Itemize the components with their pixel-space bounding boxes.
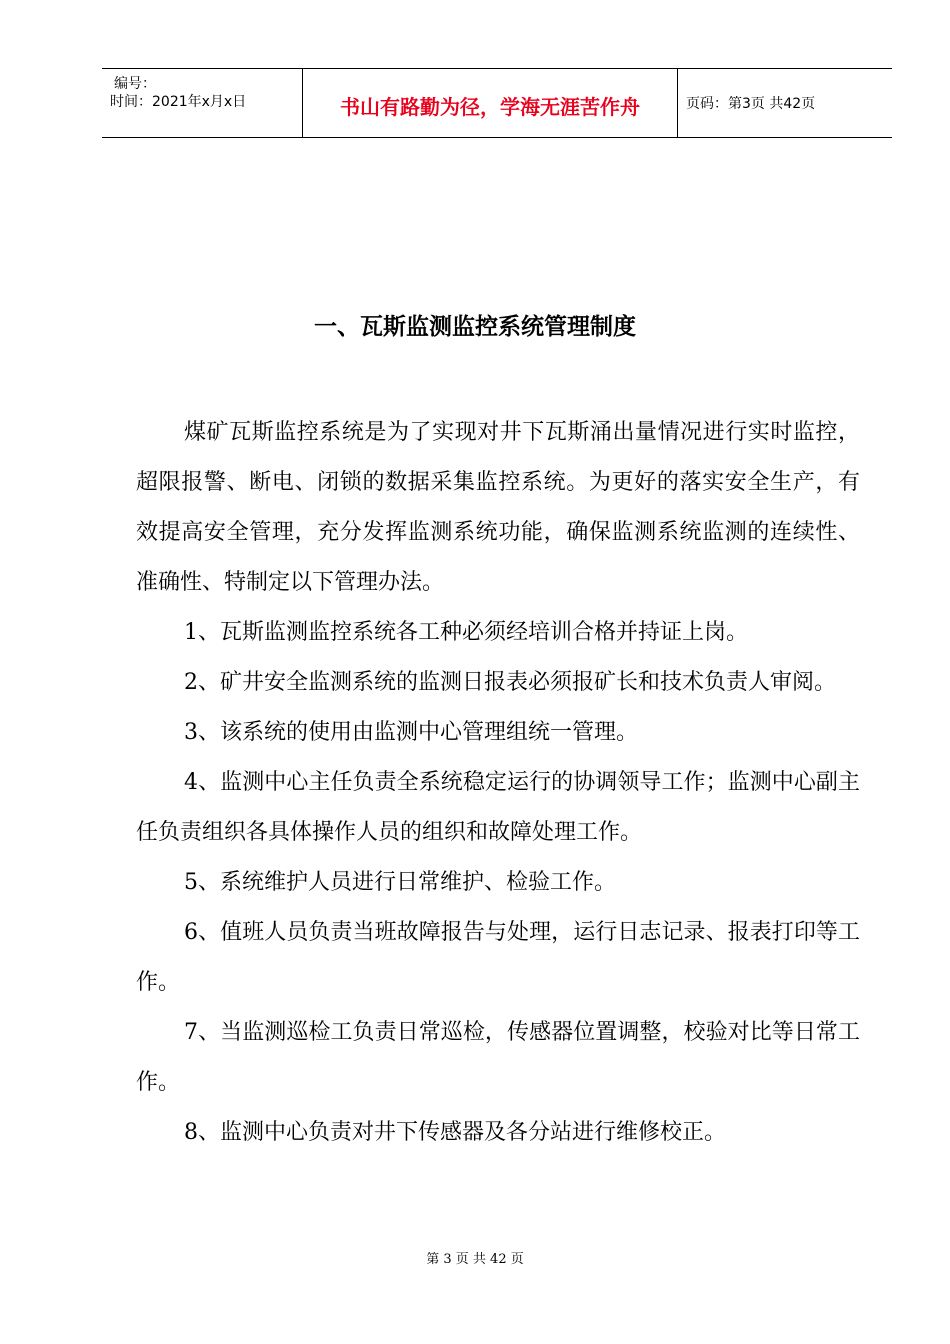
paragraph-item-6: 6、值班人员负责当班故障报告与处理，运行日志记录、报表打印等工作。 <box>136 920 860 995</box>
header-table <box>102 68 892 138</box>
header-meta-cell <box>102 69 302 137</box>
document-title: 一、瓦斯监测监控系统管理制度 <box>314 314 636 340</box>
paragraph-item-7: 7、当监测巡检工负责日常巡检，传感器位置调整，校验对比等日常工作。 <box>136 1020 860 1095</box>
document-body <box>136 408 860 1158</box>
motto-text: 书山有路勤为径，学海无涯苦作舟 <box>340 95 640 119</box>
page-code: 页码：第3页 共42页 <box>686 96 816 112</box>
header-page-cell <box>678 69 892 137</box>
serial-label: 编号： <box>114 76 156 92</box>
paragraph-item-1: 1、瓦斯监测监控系统各工种必须经培训合格并持证上岗。 <box>184 620 748 645</box>
paragraph-item-5: 5、系统维护人员进行日常维护、检验工作。 <box>184 870 616 895</box>
time-label: 时间：2021年x月x日 <box>110 94 247 110</box>
paragraph-intro: 煤矿瓦斯监控系统是为了实现对井下瓦斯涌出量情况进行实时监控，超限报警、断电、闭锁的数据采集监控系统。为更好的落实安全生产，有效提高安全管理，充分发挥监测系统功能，确保监测系统监测的连续性、准确性、特制定以下管理办法。 <box>136 420 860 595</box>
paragraph-item-8: 8、监测中心负责对井下传感器及各分站进行维修校正。 <box>184 1120 726 1145</box>
header-motto-cell <box>302 69 678 137</box>
paragraph-item-4: 4、监测中心主任负责全系统稳定运行的协调领导工作；监测中心副主任负责组织各具体操作人员的组织和故障处理工作。 <box>136 770 860 845</box>
paragraph-item-2: 2、矿井安全监测系统的监测日报表必须报矿长和技术负责人审阅。 <box>184 670 836 695</box>
paragraph-item-3: 3、该系统的使用由监测中心管理组统一管理。 <box>184 720 638 745</box>
page-footer: 第 3 页 共 42 页 <box>426 1252 524 1267</box>
